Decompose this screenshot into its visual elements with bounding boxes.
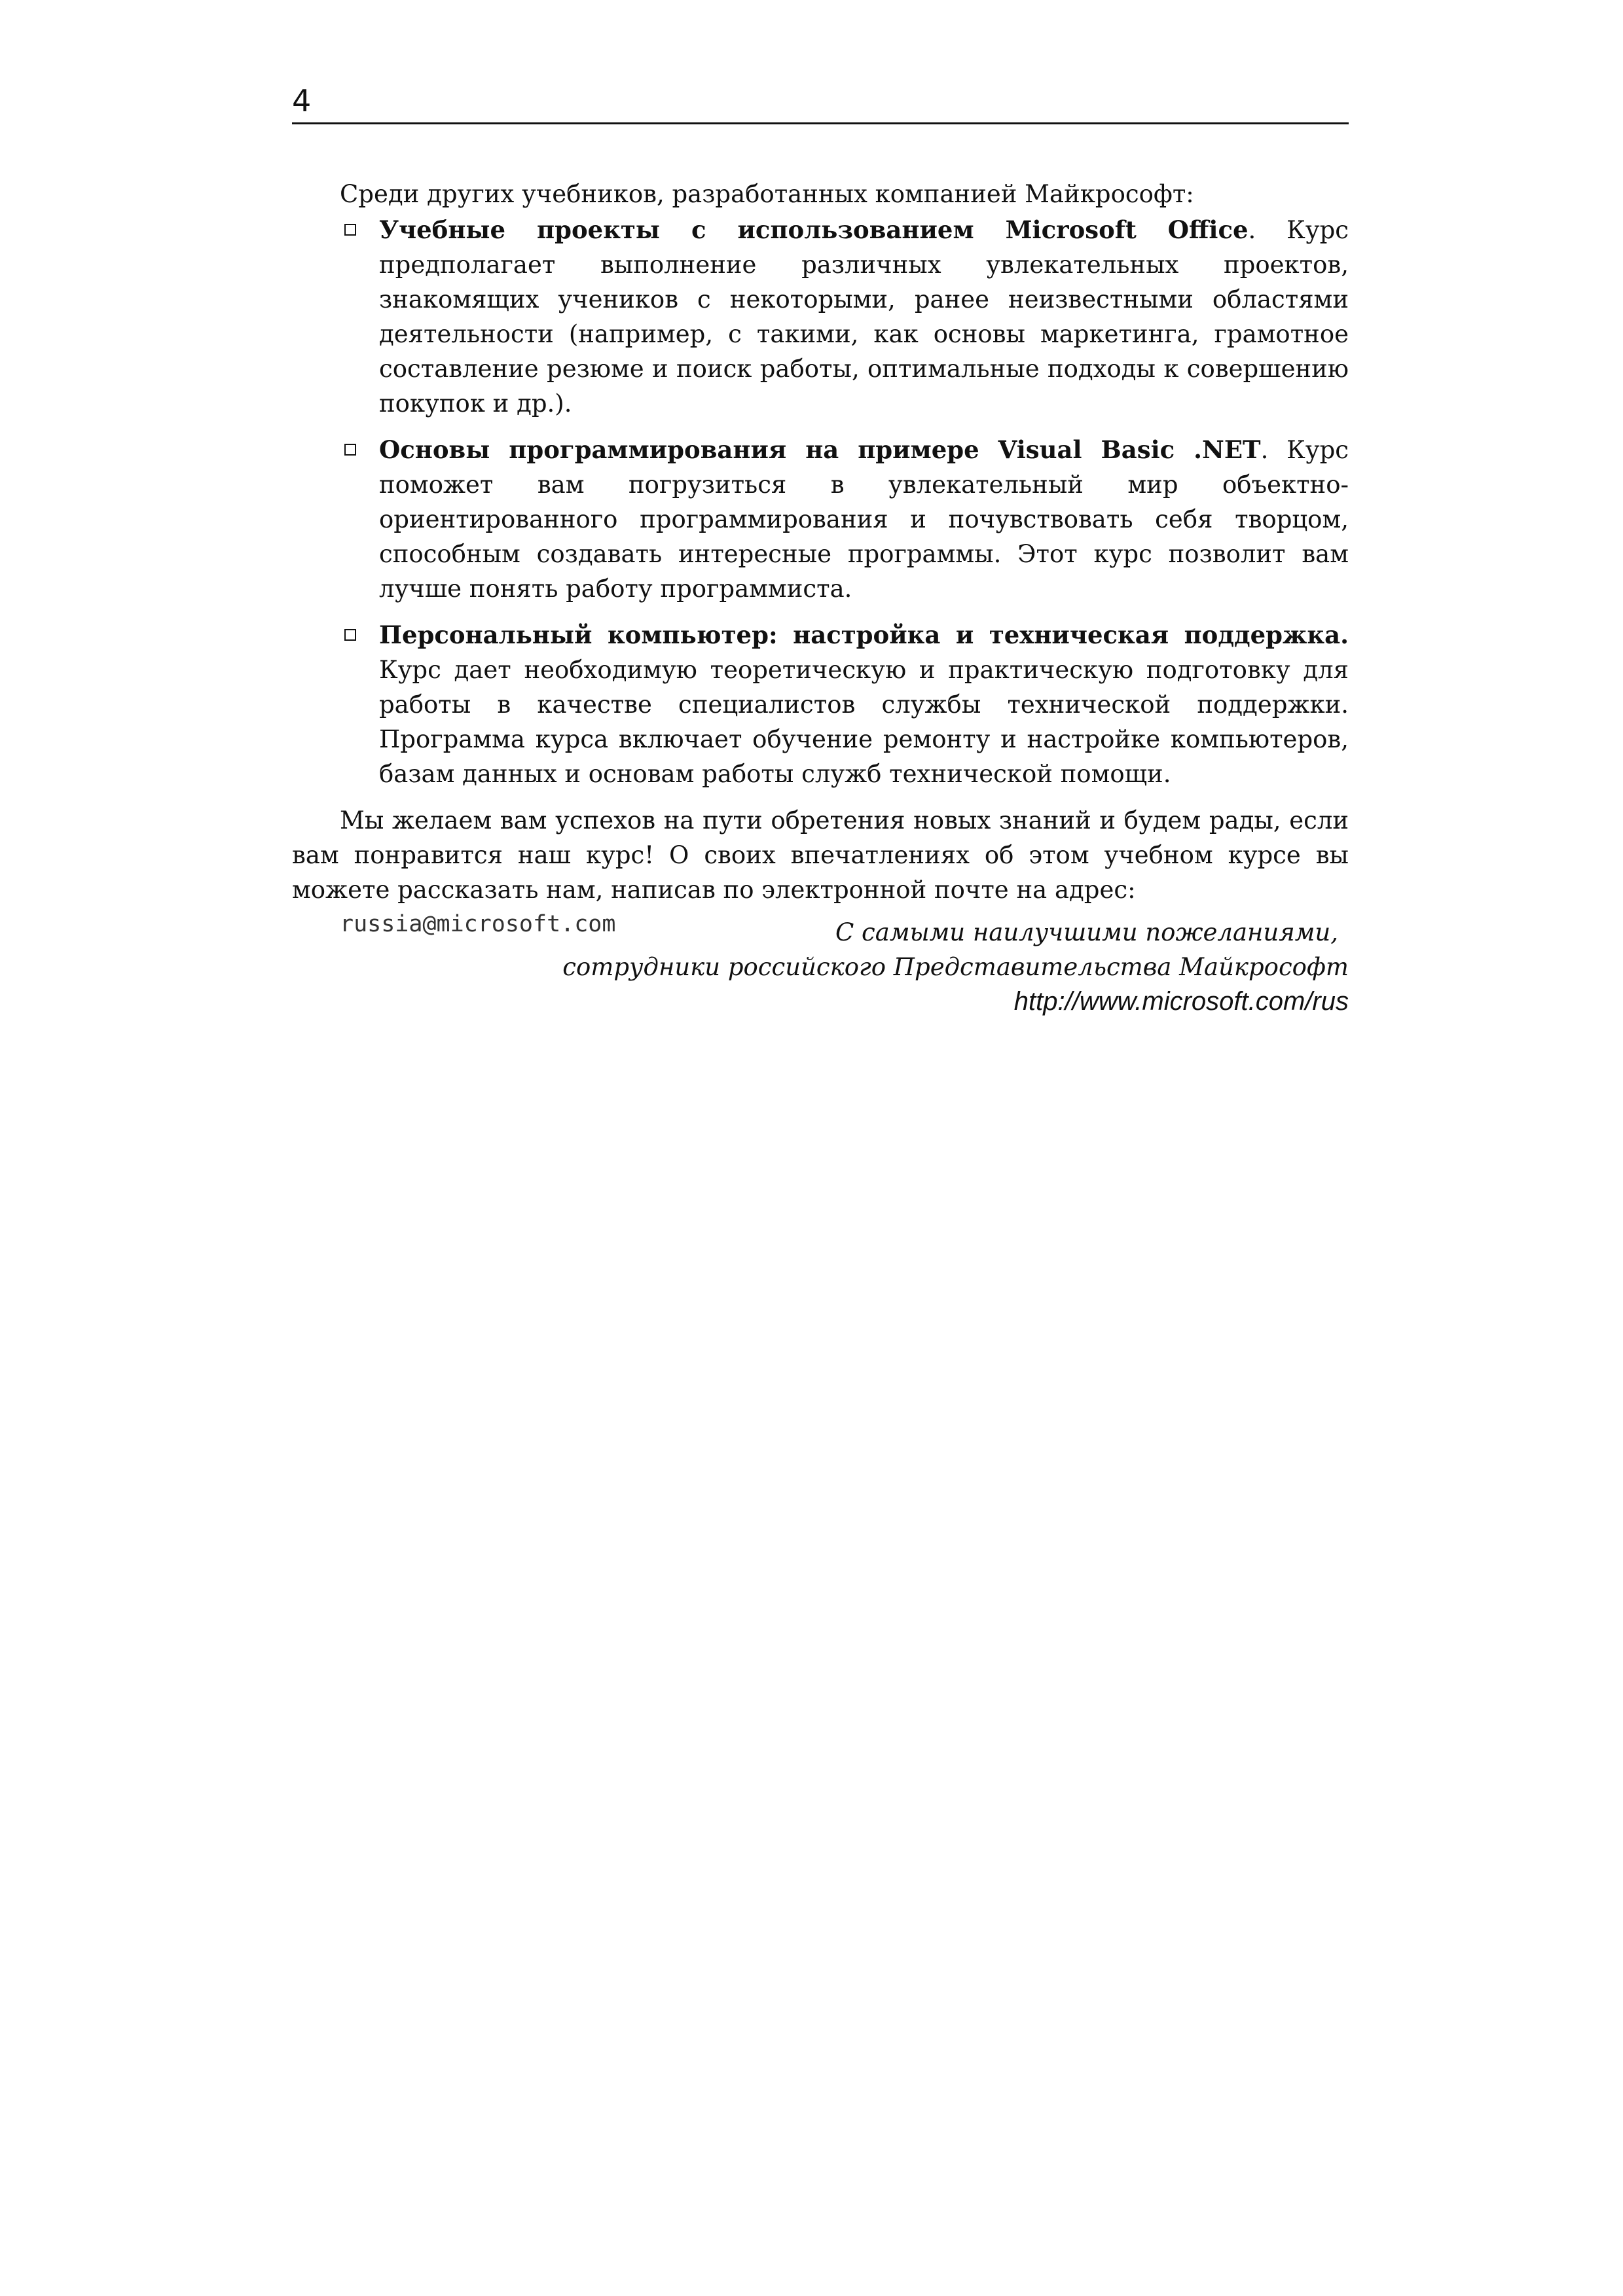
course-title: Персональный компьютер: настройка и техническая поддержка. — [379, 620, 1349, 649]
closing-paragraph: Мы желаем вам успехов на пути обретения новых знаний и будем рады, если вам понравится наш курс! О своих впечатлениях об этом учебном курсе вы можете рассказать нам, написав по электронной почте на адрес: — [292, 806, 1349, 904]
signature-greeting: С самыми наилучшими пожеланиями, — [835, 918, 1338, 946]
list-item — [292, 618, 1349, 791]
course-list — [292, 213, 1349, 791]
email-address: russia@microsoft.com — [340, 911, 616, 937]
course-description: . Курс поможет вам погрузиться в увлекательный мир объектно-ориентированного программирования и почувствовать себя творцом, способным создавать интересные программы. Этот курс позволит вам лучше понять работу программиста. — [379, 436, 1349, 603]
signature-author: сотрудники российского Представительства Майкрософт — [562, 953, 1349, 981]
course-description: . Курс предполагает выполнение различных увлекательных проектов, знакомящих учеников с некоторыми, ранее неизвестными областями деятельности (например, с такими, как основы маркетинга, грамотное составление резюме и поиск работы, оптимальные подходы к совершению покупок и др.). — [379, 216, 1349, 418]
page-number: 4 — [292, 83, 312, 118]
checkbox-bullet-icon — [344, 444, 356, 456]
checkbox-bullet-icon — [344, 224, 356, 236]
course-title: Учебные проекты с использованием Microsoft Office — [379, 215, 1249, 244]
website-url: http://www.microsoft.com/rus — [1013, 987, 1349, 1016]
list-item — [292, 213, 1349, 421]
list-item — [292, 433, 1349, 606]
course-title: Основы программирования на примере Visual Basic .NET — [379, 435, 1261, 464]
signature-block — [292, 915, 1349, 1019]
intro-paragraph: Среди других учебников, разработанных компанией Майкрософт: — [340, 180, 1194, 208]
body-text — [292, 177, 1349, 942]
header-rule — [292, 122, 1349, 124]
checkbox-bullet-icon — [344, 629, 356, 641]
course-description: Курс дает необходимую теоретическую и практическую подготовку для работы в качестве специалистов службы технической поддержки. Программа курса включает обучение ремонту и настройке компьютеров, базам данных и основам работы служб технической помощи. — [379, 656, 1349, 788]
